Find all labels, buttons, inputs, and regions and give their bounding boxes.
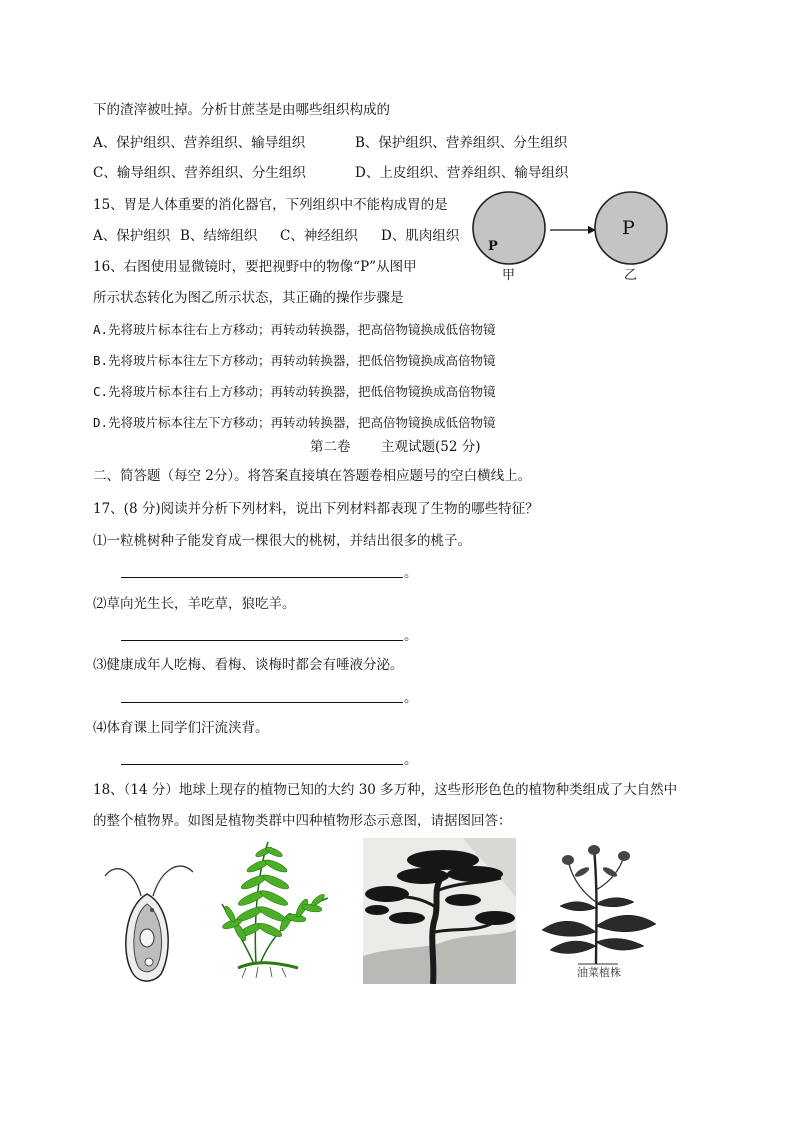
q17-item-2: ⑵草向光生长，羊吃草，狼吃羊。	[93, 596, 296, 612]
q17-stem: 17、(8 分)阅读并分析下列材料，说出下列材料都表现了生物的哪些特征？	[93, 501, 539, 517]
letter-p-large: P	[622, 217, 635, 239]
fern-illustration	[216, 838, 334, 980]
q15-option-a: A、保护组织	[93, 228, 171, 244]
q16-option-a: A.先将玻片标本往右上方移动；再转动转换器，把高倍物镜换成低倍物镜	[93, 322, 496, 337]
q14-option-c: C、输导组织、营养组织、分生组织	[93, 165, 306, 181]
q17-item-1: ⑴一粒桃树种子能发育成一棵很大的桃树，并结出很多的桃子。	[93, 533, 471, 549]
q16-option-c: C.先将玻片标本往右上方移动；再转动转换器，把低倍物镜换成高倍物镜	[93, 384, 496, 399]
algae-illustration	[103, 852, 195, 988]
rape-plant-caption: 油菜植株	[577, 966, 621, 979]
q17-period-1: 。	[404, 565, 418, 581]
q14-option-b: B、保护组织、营养组织、分生组织	[355, 135, 568, 151]
rape-plant-svg	[538, 842, 660, 966]
part2-title-volume: 第二卷	[310, 439, 351, 455]
label-jia: 甲	[502, 268, 516, 282]
label-yi: 乙	[624, 268, 638, 282]
q15-option-c: C、神经组织	[280, 228, 358, 244]
q17-period-4: 。	[404, 752, 418, 768]
microscope-view-svg	[470, 190, 680, 282]
q17-answer-blank-2	[121, 640, 403, 641]
q17-period-3: 。	[404, 690, 418, 706]
part2-instruction: 二、简答题（每空 2分）。将答案直接填在答题卷相应题号的空白横线上。	[93, 468, 532, 484]
rape-plant-illustration	[538, 842, 660, 982]
q14-option-a: A、保护组织、营养组织、输导组织	[93, 135, 306, 151]
q16-option-d: D.先将玻片标本往左下方移动；再转动转换器，把高倍物镜换成低倍物镜	[93, 415, 496, 430]
pine-tree-illustration	[363, 838, 516, 984]
q17-item-3: ⑶健康成年人吃梅、看梅、谈梅时都会有唾液分泌。	[93, 657, 404, 673]
q16-option-b: B.先将玻片标本往左下方移动；再转动转换器，把低倍物镜换成高倍物镜	[93, 353, 496, 368]
q15-stem: 15、胃是人体重要的消化器官，下列组织中不能构成胃的是	[93, 197, 448, 213]
q17-answer-blank-3	[121, 702, 403, 703]
q18-stem-line1: 18、（14 分）地球上现存的植物已知的大约 30 多万种，这些形形色色的植物种类组成了大自然中	[93, 782, 678, 798]
view-circle-a	[473, 192, 545, 264]
q15-option-d: D、肌肉组织	[381, 228, 460, 244]
q17-period-2: 。	[404, 628, 418, 644]
q14-option-d: D、上皮组织、营养组织、输导组织	[355, 165, 569, 181]
q16-stem-line1: 16、右图使用显微镜时，要把视野中的物像“P”从图甲	[93, 259, 417, 275]
part2-title-subjective: 主观试题(52 分)	[381, 439, 481, 455]
q16-stem-line2: 所示状态转化为图乙所示状态，其正确的操作步骤是	[93, 290, 404, 306]
q15-option-b: B、结缔组织	[180, 228, 258, 244]
letter-p-small: P	[488, 239, 498, 254]
q18-stem-line2: 的整个植物界。如图是植物类群中四种植物形态示意图，请据图回答：	[93, 813, 512, 829]
q17-answer-blank-1	[121, 577, 403, 578]
pine-tree-svg	[363, 838, 516, 984]
microscope-view-figure	[470, 190, 680, 282]
q14-stem-continued: 下的渣滓被吐掉。分析甘蔗茎是由哪些组织构成的	[93, 102, 390, 118]
q17-answer-blank-4	[121, 764, 403, 765]
q17-item-4: ⑷体育课上同学们汗流浃背。	[93, 720, 269, 736]
algae-svg	[103, 852, 195, 988]
fern-svg	[216, 838, 334, 980]
